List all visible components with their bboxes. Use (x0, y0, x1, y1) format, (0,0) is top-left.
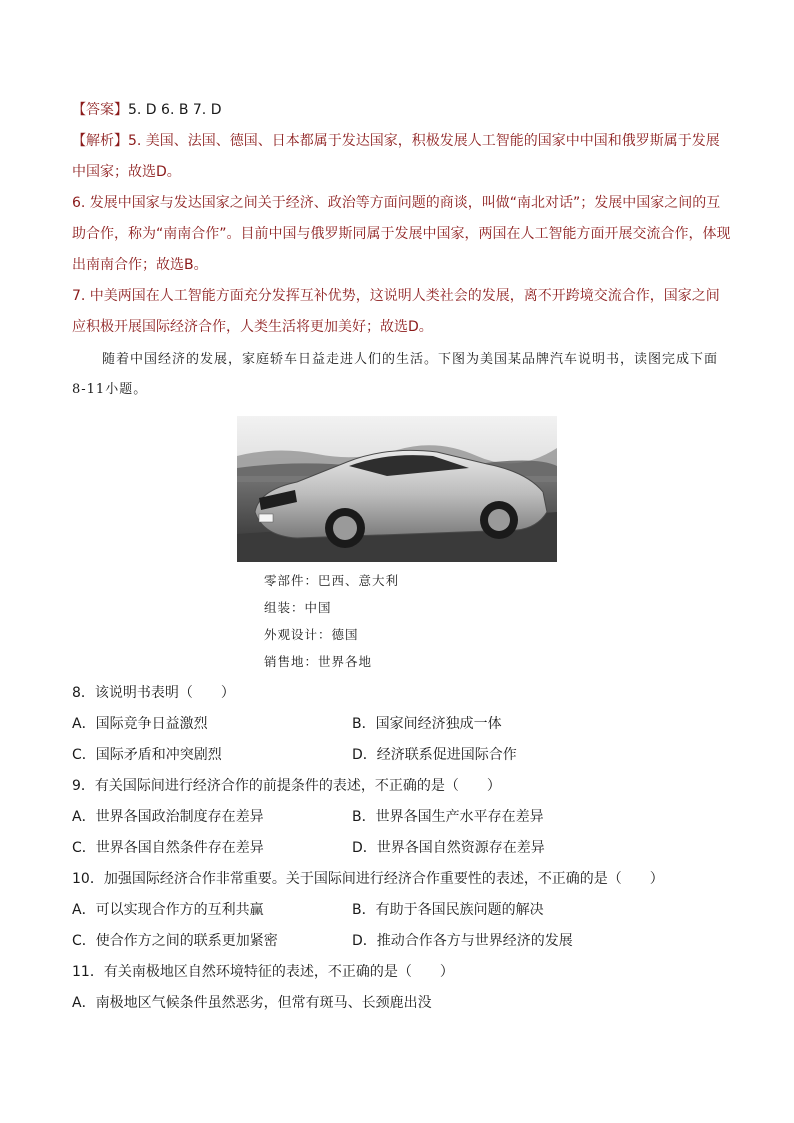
analysis-q7-line1: 7. 中美两国在人工智能方面充分发挥互补优势，这说明人类社会的发展，离不开跨境交流合作，国家之间 (72, 288, 720, 304)
question-9-option-c[interactable]: C．世界各国自然条件存在差异 (72, 840, 264, 856)
question-11-stem: 11．有关南极地区自然环境特征的表述，不正确的是（ ） (72, 964, 454, 980)
analysis-q6-line1: 6. 发展中国家与发达国家之间关于经济、政治等方面问题的商谈，叫做“南北对话”；发展中国家之间的互 (72, 195, 721, 211)
question-8-stem: 8．该说明书表明（ ） (72, 685, 235, 701)
question-10-option-c[interactable]: C．使合作方之间的联系更加紧密 (72, 933, 278, 949)
question-8-option-b[interactable]: B．国家间经济独成一体 (352, 716, 502, 732)
car-photo (237, 416, 557, 562)
answer-text: 5. D 6. B 7. D (128, 102, 222, 118)
analysis-q5-line1 (72, 131, 720, 151)
question-9-option-d[interactable]: D．世界各国自然资源存在差异 (352, 840, 545, 856)
question-10-option-b[interactable]: B．有助于各国民族问题的解决 (352, 902, 544, 918)
analysis-q6-line2: 助合作，称为“南南合作”。目前中国与俄罗斯同属于发展中国家，两国在人工智能方面开展交流合作，体现 (72, 226, 731, 242)
spec-assembly: 组装：中国 (264, 600, 332, 615)
question-10-stem: 10．加强国际经济合作非常重要。关于国际间进行经济合作重要性的表述，不正确的是（ ） (72, 871, 664, 887)
question-9-stem: 9．有关国际间进行经济合作的前提条件的表述，不正确的是（ ） (72, 778, 501, 794)
question-9-option-a[interactable]: A．世界各国政治制度存在差异 (72, 809, 264, 825)
analysis-q6-line3: 出南南合作；故选B。 (72, 257, 208, 273)
question-11-option-a[interactable]: A．南极地区气候条件虽然恶劣，但常有斑马、长颈鹿出没 (72, 995, 432, 1011)
analysis-q7-line2: 应积极开展国际经济合作，人类生活将更加美好；故选D。 (72, 319, 433, 335)
question-10-option-d[interactable]: D．推动合作各方与世界经济的发展 (352, 933, 573, 949)
analysis-q5-text: 5. 美国、法国、德国、日本都属于发达国家，积极发展人工智能的国家中中国和俄罗斯属于发展 (128, 133, 720, 149)
intro-line1: 随着中国经济的发展，家庭轿车日益走进人们的生活。下图为美国某品牌汽车说明书，读图完成下面 (102, 352, 719, 367)
question-8-option-a[interactable]: A．国际竞争日益激烈 (72, 716, 208, 732)
intro-line2: 8-11小题。 (72, 382, 148, 397)
spec-sales: 销售地：世界各地 (264, 654, 373, 669)
analysis-q5-line2: 中国家；故选D。 (72, 164, 181, 180)
answer-tag: 【答案】 (72, 102, 128, 118)
question-8-option-d[interactable]: D．经济联系促进国际合作 (352, 747, 517, 763)
answer-line (72, 100, 222, 120)
question-8-option-c[interactable]: C．国际矛盾和冲突剧烈 (72, 747, 222, 763)
spec-parts: 零部件：巴西、意大利 (264, 573, 400, 588)
question-9-option-b[interactable]: B．世界各国生产水平存在差异 (352, 809, 544, 825)
question-10-option-a[interactable]: A．可以实现合作方的互利共赢 (72, 902, 264, 918)
spec-design: 外观设计：德国 (264, 627, 359, 642)
analysis-tag: 【解析】 (72, 133, 128, 149)
